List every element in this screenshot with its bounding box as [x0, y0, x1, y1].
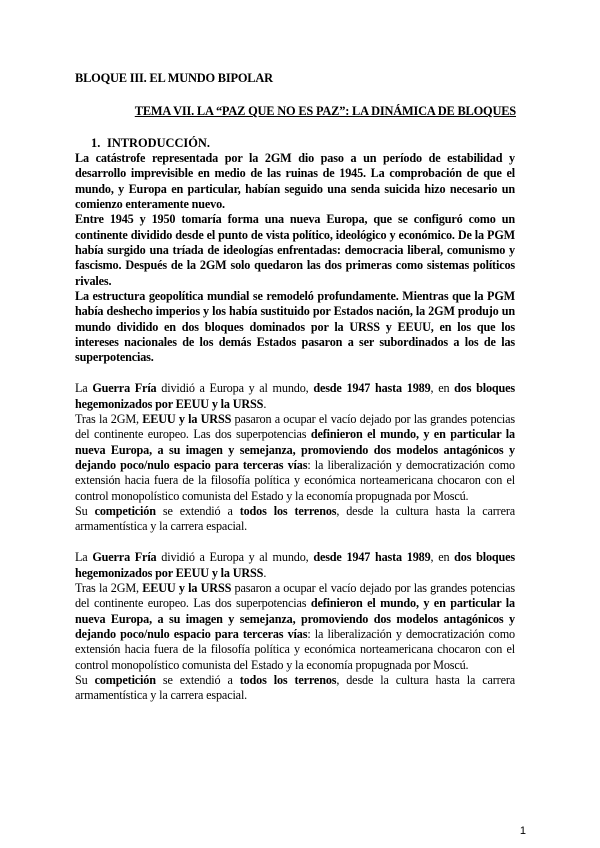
bold-run: competición [94, 673, 156, 687]
text-run: se extendió a [155, 673, 240, 687]
intro-paragraph-3: La estructura geopolítica mundial se remodeló profundamente. Mientras que la PGM había deshecho imperios y los había sustituido por Estados nación, la 2GM produjo un mundo dividido en dos bloques dominados por la URSS y EEUU, en los que los intereses nacionales de los demás Estados pasaron a ser subordinados a los de las superpotencias. [75, 289, 515, 365]
bold-run: Guerra Fría [92, 381, 157, 396]
guerra-fria-section-2 [75, 550, 515, 703]
text-run: . [263, 565, 267, 580]
text-run: dividió a Europa y al mundo, [156, 550, 314, 565]
bold-run: EEUU y la URSS [142, 412, 232, 426]
bold-run: dos bloques hegemonizados por EEUU y la URSS [75, 550, 515, 580]
block-title: BLOQUE III. EL MUNDO BIPOLAR [75, 71, 273, 85]
section-number: 1. [91, 136, 101, 150]
bold-run: todos los terrenos [239, 673, 337, 687]
section-heading [91, 136, 210, 151]
text-run: Tras la 2GM, [75, 580, 143, 595]
text-run: , desde la cultura hasta la carrera armamentística y la carrera espacial. [75, 673, 515, 703]
competicion-paragraph [75, 673, 515, 704]
bold-run: dos bloques hegemonizados por EEUU y la URSS [75, 381, 515, 411]
intro-paragraph-1: La catástrofe representada por la 2GM dio paso a un período de estabilidad y desarrollo imprevisible en medio de las ruinas de 1945. La comprobación de que el mundo, y Europa en particular, habían seguido una senda suicida hizo necesario un comienzo enteramente nuevo. [75, 151, 515, 212]
text-run: : la liberalización y democratización como extensión hacia fuera de la filosofía política y económica norteamericana chocaron con el control monopolístico comunista del Estado y la economía propugnada por Moscú. [75, 626, 515, 672]
section-title: INTRODUCCIÓN. [107, 136, 210, 150]
text-run: , desde la cultura hasta la carrera armamentística y la carrera espacial. [75, 504, 515, 534]
bold-run: EEUU y la URSS [142, 580, 232, 595]
page-content [75, 151, 515, 704]
bold-run: Guerra Fría [92, 550, 157, 565]
competicion-paragraph [75, 504, 515, 535]
superpotencias-paragraph [75, 581, 515, 673]
text-run: Su [75, 673, 95, 687]
page-number: 1 [519, 825, 526, 837]
guerra-fria-section-1 [75, 381, 515, 534]
text-run: La [75, 550, 93, 565]
bold-run: todos los terrenos [239, 504, 337, 519]
text-run: Tras la 2GM, [75, 412, 143, 426]
guerra-fria-paragraph [75, 381, 515, 412]
paragraph-gap [75, 366, 515, 382]
text-run: se extendió a [155, 504, 240, 519]
paragraph-gap [75, 535, 515, 551]
text-run: , en [430, 550, 455, 565]
text-run: Su [75, 504, 95, 519]
bold-run: competición [94, 504, 156, 519]
text-run: pasaron a ocupar el vacío dejado por las grandes potencias del continente europeo. Las dos superpotencias [75, 580, 515, 611]
bold-run: definieron el mundo, y en particular la nueva Europa, a su imagen y semejanza, promoviendo dos modelos antagónicos y dejando poco/nulo espacio para terceras vías [75, 596, 515, 641]
superpotencias-paragraph [75, 412, 515, 504]
tema-title: TEMA VII. LA “PAZ QUE NO ES PAZ”: LA DINÁMICA DE BLOQUES [134, 104, 516, 118]
text-run: La [75, 381, 93, 396]
text-run: dividió a Europa y al mundo, [156, 381, 314, 396]
bold-run: definieron el mundo, y en particular la nueva Europa, a su imagen y semejanza, promoviendo dos modelos antagónicos y dejando poco/nulo espacio para terceras vías [75, 427, 515, 473]
bold-run: desde 1947 hasta 1989 [313, 550, 431, 565]
intro-paragraph-2: Entre 1945 y 1950 tomaría forma una nueva Europa, que se configuró como un continente dividido desde el punto de vista político, ideológico y económico. De la PGM había surgido una tríada de ideologías enfrentadas: democracia liberal, comunismo y fascismo. Después de la 2GM solo quedaron las dos primeras como sistemas políticos rivales. [75, 212, 515, 288]
text-run: , en [430, 381, 455, 396]
text-run: pasaron a ocupar el vacío dejado por las grandes potencias del continente europeo. Las dos superpotencias [75, 412, 515, 442]
bold-run: desde 1947 hasta 1989 [313, 381, 431, 396]
text-run: : la liberalización y democratización como extensión hacia fuera de la filosofía política y económica norteamericana chocaron con el control monopolístico comunista del Estado y la economía propugnada por Moscú. [75, 458, 515, 503]
text-run: . [263, 396, 267, 411]
guerra-fria-paragraph [75, 550, 515, 581]
